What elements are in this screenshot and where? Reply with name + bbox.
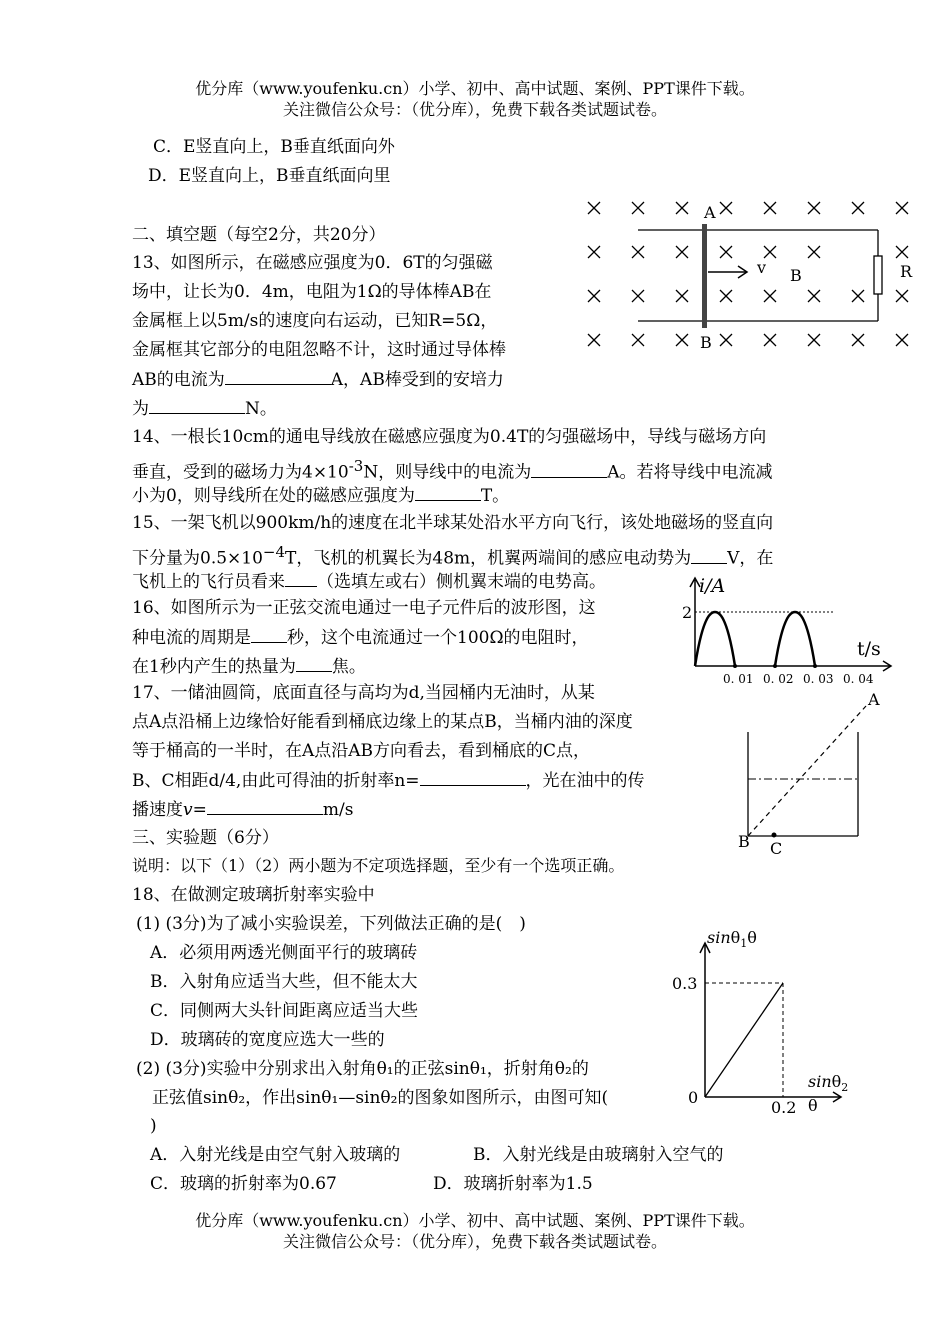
q16-line-3	[132, 653, 366, 680]
q17-line-5	[132, 796, 353, 823]
fig16-y-label: i/A	[699, 575, 726, 597]
q15-exponent: −4	[262, 543, 286, 561]
figure-16-waveform	[675, 570, 900, 690]
figure-18-sine-graph	[665, 925, 865, 1120]
q13-line-6a: 为	[132, 399, 149, 419]
fig13-label-r: R	[900, 262, 913, 281]
fig17-label-b: B	[738, 832, 750, 851]
figure-13-magnetic-field	[578, 190, 918, 360]
fig17-point-c	[772, 833, 777, 838]
q17-line-5a: 播速度	[132, 800, 183, 820]
q18-part-2-line-1: (2) (3分)实验中分别求出入射角θ₁的正弦sinθ₁，折射角θ₂的	[136, 1059, 589, 1079]
q15-line-2b: T，飞机的机翼长为48m，机翼两端间的感应电动势为	[285, 548, 692, 569]
fig16-x-label: t/s	[857, 638, 881, 660]
fig18-x-value: 0.2	[771, 1098, 797, 1117]
q16-blank-heat[interactable]	[296, 653, 332, 672]
q18-part-2-line-3: )	[150, 1116, 157, 1136]
velocity-arrow	[708, 266, 747, 278]
q17-line-3: 等于桶高的一半时，在A点沿AB方向看去，看到桶底的C点，	[132, 741, 591, 761]
footer-line-1: 优分库（www.youfenku.cn）小学、初中、高中试题、案例、PPT课件下载。	[195, 1211, 755, 1230]
option-d: D．E竖直向上，B垂直纸面向里	[148, 166, 391, 186]
fig17-sight-line	[748, 706, 866, 836]
header-line-2: 关注微信公众号：（优分库），免费下载各类试题试卷。	[282, 100, 667, 119]
fig16-dot-2	[773, 664, 777, 668]
fig16-dot-3	[813, 664, 817, 668]
fig16-tick-4: 0. 04	[843, 672, 874, 686]
q18-p1-option-d: D．玻璃砖的宽度应选大一些的	[150, 1030, 385, 1050]
q18-p1-option-a: A．必须用两透光侧面平行的玻璃砖	[150, 943, 418, 963]
q16-blank-period[interactable]	[251, 624, 287, 643]
q13-line-3: 金属框上以5m/s的速度向右运动，已知R=5Ω，	[132, 311, 498, 331]
q13-line-4: 金属框其它部分的电阻忽略不计，这时通过导体棒	[132, 340, 506, 360]
resistor-r	[874, 256, 882, 294]
fig13-label-field: B	[790, 266, 802, 285]
q18-p2-option-c: C．玻璃的折射率为0.67	[150, 1174, 337, 1194]
fig18-origin: 0	[688, 1088, 699, 1107]
q18-part-1: (1) (3分)为了减小实验误差，下列做法正确的是( )	[136, 914, 526, 934]
q13-line-2: 场中，让长为0．4m，电阻为1Ω的导体棒AB在	[132, 282, 492, 302]
q18-stem: 18、在做测定玻璃折射率实验中	[132, 885, 375, 905]
q15-blank-emf[interactable]	[691, 545, 727, 564]
q18-p2-option-d: D．玻璃折射率为1.5	[433, 1174, 593, 1194]
q16-line-1: 16、如图所示为一正弦交流电通过一电子元件后的波形图，这	[132, 598, 596, 618]
q17-line-4b: ，光在油中的传	[525, 771, 645, 791]
q16-line-2b: 秒，这个电流通过一个100Ω的电阻时，	[287, 628, 589, 648]
fig17-label-c: C	[770, 839, 783, 858]
fig18-y-label: sinθ$_1$θ	[707, 928, 757, 950]
q14-line-3b: T。	[480, 486, 510, 506]
fig17-label-a: A	[868, 690, 880, 709]
q17-line-4a: B、C相距d/4,由此可得油的折射率n=	[132, 771, 420, 791]
q17-line-2: 点A点沿桶上边缘恰好能看到桶底边缘上的某点B，当桶内油的深度	[132, 712, 633, 732]
q13-blank-current[interactable]	[225, 366, 331, 385]
q17-line-1: 17、一储油圆筒，底面直径与高均为d,当园桶内无油时，从某	[132, 683, 595, 703]
q15-line-2a: 下分量为0.5×10	[132, 548, 263, 569]
q14-line-2	[132, 453, 772, 486]
q18-p1-option-b: B．入射角应适当大些，但不能太大	[150, 972, 418, 992]
option-c: C．E竖直向上，B垂直纸面向外	[153, 137, 395, 157]
fig16-peak-label: 2	[682, 603, 693, 622]
fig18-x-label: sinθ$_2$	[808, 1072, 849, 1094]
q16-line-2	[132, 624, 589, 651]
q14-blank-field[interactable]	[415, 482, 481, 501]
q16-line-2a: 种电流的周期是	[132, 628, 251, 648]
q14-line-3	[132, 482, 509, 509]
q18-p2-option-b: B．入射光线是由玻璃射入空气的	[473, 1145, 724, 1165]
q17-line-5b: =	[192, 800, 207, 820]
q15-blank-side[interactable]	[285, 568, 317, 587]
section-3-title: 三、实验题（6分）	[132, 828, 279, 848]
q13-line-1: 13、如图所示，在磁感应强度为0．6T的匀强磁	[132, 253, 493, 273]
q17-symbol-v: v	[183, 800, 193, 820]
fig16-dot-1	[733, 664, 737, 668]
q17-line-5c: m/s	[322, 800, 354, 820]
q13-line-6	[132, 395, 277, 422]
q13-line-5b: A，AB棒受到的安培力	[330, 370, 504, 390]
fig16-tick-1: 0. 01	[723, 672, 754, 686]
fig16-pulse-1	[695, 612, 735, 666]
q15-line-3	[132, 568, 606, 595]
header-line-1: 优分库（www.youfenku.cn）小学、初中、高中试题、案例、PPT课件下载。	[195, 79, 755, 98]
q18-p2-option-a: A．入射光线是由空气射入玻璃的	[150, 1145, 401, 1165]
fig16-tick-2: 0. 02	[763, 672, 794, 686]
q15-line-2c: V，在	[727, 548, 774, 569]
q17-line-4	[132, 767, 645, 794]
fig18-y-value: 0.3	[672, 974, 698, 993]
q13-line-6b: N。	[245, 399, 277, 419]
fig18-x-label-theta: θ	[808, 1096, 818, 1115]
q14-blank-current[interactable]	[531, 459, 607, 478]
q14-line-1: 14、一根长10cm的通电导线放在磁感应强度为0.4T的匀强磁场中，导线与磁场方向	[132, 427, 767, 447]
q15-line-3b: （选填左或右）侧机翼末端的电势高。	[317, 572, 606, 592]
q17-blank-index[interactable]	[420, 767, 526, 786]
q14-line-3a: 小为0，则导线所在处的磁感应强度为	[132, 486, 415, 506]
section-2-title: 二、填空题（每空2分，共20分）	[132, 225, 386, 245]
q13-line-5	[132, 366, 504, 393]
q18-p1-option-c: C．同侧两大头针间距离应适当大些	[150, 1001, 419, 1021]
q15-line-3a: 飞机上的飞行员看来	[132, 572, 285, 592]
q14-line-2b: N，则导线中的电流为	[363, 462, 532, 483]
q13-line-5a: AB的电流为	[132, 370, 225, 390]
q14-exponent: -3	[348, 457, 364, 475]
q14-line-2a: 垂直，受到的磁场力为4×10	[132, 462, 349, 483]
fig13-label-b: B	[700, 333, 712, 352]
q16-line-3a: 在1秒内产生的热量为	[132, 657, 296, 677]
fig16-tick-3: 0. 03	[803, 672, 834, 686]
footer-line-2: 关注微信公众号：（优分库），免费下载各类试题试卷。	[282, 1232, 667, 1251]
q17-blank-speed[interactable]	[207, 796, 323, 815]
fig18-data-line	[705, 983, 783, 1097]
fig13-label-v: v	[757, 258, 767, 277]
q14-line-2c: A。若将导线中电流减	[607, 462, 773, 483]
section-3-note: 说明：以下（1）（2）两小题为不定项选择题，至少有一个选项正确。	[132, 856, 625, 875]
field-crosses	[588, 202, 908, 346]
q15-line-2	[132, 539, 773, 572]
figure-17-oil-cylinder	[730, 688, 900, 860]
q15-line-1: 15、一架飞机以900km/h的速度在北半球某处沿水平方向飞行，该处地磁场的竖直向	[132, 513, 774, 533]
q18-part-2-line-2: 正弦值sinθ₂，作出sinθ₁—sinθ₂的图象如图所示，由图可知(	[152, 1088, 609, 1108]
conductor-rod-ab	[702, 224, 707, 328]
q16-line-3b: 焦。	[331, 657, 366, 677]
fig16-pulse-2	[775, 612, 815, 666]
fig13-label-a: A	[704, 203, 716, 222]
q13-blank-force[interactable]	[149, 395, 245, 414]
